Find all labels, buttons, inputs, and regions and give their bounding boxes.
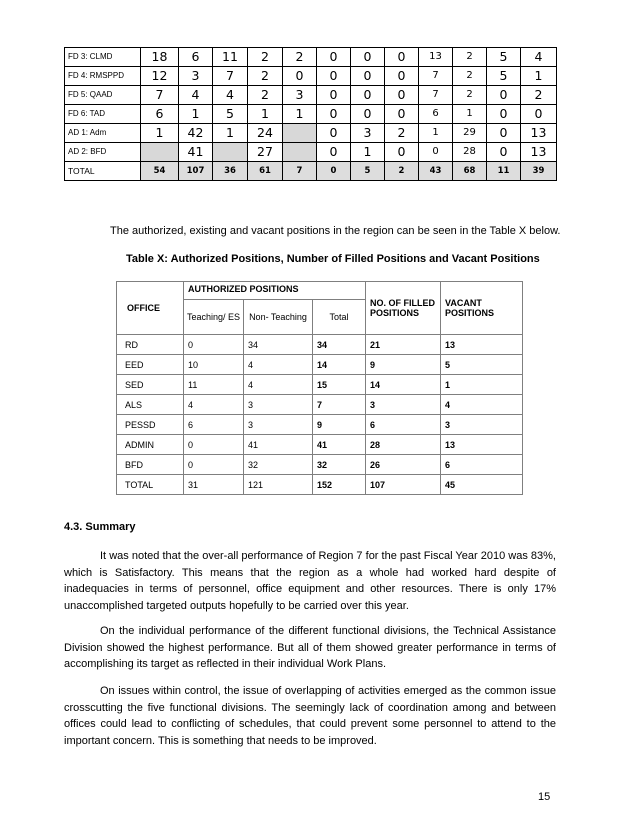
table-cell: 27: [248, 143, 283, 162]
cell-teaching: 6: [184, 415, 244, 435]
cell-nonteaching: 34: [244, 335, 313, 355]
table-cell: 2: [248, 86, 283, 105]
table-cell: 2: [453, 67, 487, 86]
table-cell: 0: [317, 124, 351, 143]
table-cell: 1: [179, 105, 213, 124]
cell-vacant: 13: [441, 335, 523, 355]
table-row: [65, 162, 557, 181]
cell-total: 152: [313, 475, 366, 495]
table-cell: 0: [351, 67, 385, 86]
table-row: [65, 48, 557, 67]
table-cell: 13: [521, 124, 557, 143]
table-row: [117, 395, 523, 415]
header-authorized: AUTHORIZED POSITIONS: [184, 282, 366, 300]
cell-teaching: 0: [184, 435, 244, 455]
table-cell: 0: [487, 124, 521, 143]
table-cell: 2: [521, 86, 557, 105]
table-cell: 11: [487, 162, 521, 181]
table-cell: 0: [385, 67, 419, 86]
table-cell: 1: [248, 105, 283, 124]
table-cell: 0: [385, 143, 419, 162]
cell-vacant: 5: [441, 355, 523, 375]
cell-total: 15: [313, 375, 366, 395]
table-cell: 1: [453, 105, 487, 124]
table-cell: 1: [283, 105, 317, 124]
table-cell: 5: [213, 105, 248, 124]
table-cell: 5: [487, 48, 521, 67]
table-cell: 6: [419, 105, 453, 124]
cell-teaching: 0: [184, 455, 244, 475]
positions-table: [116, 281, 523, 495]
cell-filled: 26: [366, 455, 441, 475]
cell-teaching: 11: [184, 375, 244, 395]
table-row: [65, 143, 557, 162]
cell-filled: 107: [366, 475, 441, 495]
table-cell: 36: [213, 162, 248, 181]
table-cell: 43: [419, 162, 453, 181]
table-row: [65, 67, 557, 86]
table-row: [65, 86, 557, 105]
cell-total: 14: [313, 355, 366, 375]
table-cell: 41: [179, 143, 213, 162]
table-cell: 2: [283, 48, 317, 67]
table-cell: [283, 143, 317, 162]
cell-teaching: 4: [184, 395, 244, 415]
table-cell: 6: [179, 48, 213, 67]
cell-office: ADMIN: [117, 435, 184, 455]
table-cell: 2: [453, 48, 487, 67]
cell-filled: 6: [366, 415, 441, 435]
cell-teaching: 0: [184, 335, 244, 355]
table-cell: 1: [419, 124, 453, 143]
cell-total: 7: [313, 395, 366, 415]
table-cell: 0: [351, 86, 385, 105]
cell-office: BFD: [117, 455, 184, 475]
section-heading: 4.3. Summary: [64, 521, 136, 533]
table-intro-text: The authorized, existing and vacant positions in the region can be seen in the Table X below.: [110, 225, 561, 237]
table-row: [117, 455, 523, 475]
table-cell: 0: [419, 143, 453, 162]
table-cell: 3: [283, 86, 317, 105]
table-cell: 7: [419, 67, 453, 86]
table-cell: 13: [419, 48, 453, 67]
cell-nonteaching: 121: [244, 475, 313, 495]
cell-total: 41: [313, 435, 366, 455]
table-cell: 61: [248, 162, 283, 181]
cell-nonteaching: 4: [244, 355, 313, 375]
table-row: [117, 375, 523, 395]
cell-nonteaching: 41: [244, 435, 313, 455]
cell-office: RD: [117, 335, 184, 355]
table-cell: 12: [141, 67, 179, 86]
table-cell: 1: [521, 67, 557, 86]
table-cell: [141, 143, 179, 162]
table-row: [65, 124, 557, 143]
row-label: FD 6: TAD: [65, 105, 141, 124]
table-cell: 2: [385, 124, 419, 143]
summary-paragraph-2: On the individual performance of the different functional divisions, the Technical Assistance Division showed the highest performance. But all of them showed greater performance in terms of accomplishing its target as reflected in their individual Work Plans.: [64, 625, 556, 670]
row-label: AD 1: Adm: [65, 124, 141, 143]
table-cell: 3: [179, 67, 213, 86]
table-cell: 107: [179, 162, 213, 181]
cell-office: EED: [117, 355, 184, 375]
cell-teaching: 10: [184, 355, 244, 375]
cell-vacant: 3: [441, 415, 523, 435]
cell-nonteaching: 32: [244, 455, 313, 475]
row-label: FD 3: CLMD: [65, 48, 141, 67]
table-cell: 4: [213, 86, 248, 105]
row-label: FD 5: QAAD: [65, 86, 141, 105]
table-cell: 4: [179, 86, 213, 105]
table-cell: 42: [179, 124, 213, 143]
header-filled: NO. OF FILLED POSITIONS: [366, 282, 441, 335]
table-cell: 68: [453, 162, 487, 181]
table-cell: [213, 143, 248, 162]
table-cell: 24: [248, 124, 283, 143]
header-nonteaching: Non- Teaching: [244, 300, 313, 335]
cell-office: ALS: [117, 395, 184, 415]
table-cell: 3: [351, 124, 385, 143]
table-cell: 0: [385, 86, 419, 105]
cell-filled: 9: [366, 355, 441, 375]
cell-vacant: 13: [441, 435, 523, 455]
table-cell: 0: [317, 143, 351, 162]
cell-vacant: 6: [441, 455, 523, 475]
header-teaching: Teaching/ ES: [184, 300, 244, 335]
table-cell: 18: [141, 48, 179, 67]
division-performance-table: [64, 47, 557, 181]
cell-filled: 21: [366, 335, 441, 355]
table-cell: 0: [351, 105, 385, 124]
table-cell: 7: [283, 162, 317, 181]
table-cell: 7: [141, 86, 179, 105]
cell-total: 34: [313, 335, 366, 355]
table-cell: 0: [351, 48, 385, 67]
summary-paragraph-1: It was noted that the over-all performance of Region 7 for the past Fiscal Year 2010 was 83%, which is Satisfactory. This means that the region as a whole had worked hard despite of inadequacies in terms of personnel, office equipment and other resources. There is only 17% unaccomplished targeted outputs hopefully to be carried over this year.: [64, 550, 556, 612]
table-cell: 13: [521, 143, 557, 162]
table-cell: 0: [487, 105, 521, 124]
table-cell: 2: [248, 67, 283, 86]
table-row: [65, 105, 557, 124]
row-label: AD 2: BFD: [65, 143, 141, 162]
table-row: [117, 475, 523, 495]
cell-nonteaching: 3: [244, 395, 313, 415]
table-cell: 0: [317, 86, 351, 105]
cell-vacant: 45: [441, 475, 523, 495]
header-office: OFFICE: [117, 282, 184, 335]
table-cell: 0: [385, 105, 419, 124]
table-cell: [283, 124, 317, 143]
header-total: Total: [313, 300, 366, 335]
cell-office: SED: [117, 375, 184, 395]
cell-office: PESSD: [117, 415, 184, 435]
cell-vacant: 4: [441, 395, 523, 415]
table-cell: 0: [317, 67, 351, 86]
page-number: 15: [538, 791, 551, 803]
table-cell: 1: [351, 143, 385, 162]
table-cell: 0: [317, 48, 351, 67]
row-label: FD 4: RMSPPD: [65, 67, 141, 86]
table-cell: 28: [453, 143, 487, 162]
table-cell: 0: [385, 48, 419, 67]
table-cell: 1: [213, 124, 248, 143]
table-row: [117, 435, 523, 455]
table-cell: 0: [521, 105, 557, 124]
table-cell: 7: [213, 67, 248, 86]
cell-filled: 28: [366, 435, 441, 455]
cell-filled: 3: [366, 395, 441, 415]
table-cell: 0: [317, 162, 351, 181]
cell-total: 32: [313, 455, 366, 475]
table-cell: 0: [487, 86, 521, 105]
cell-office: TOTAL: [117, 475, 184, 495]
table-caption: Table X: Authorized Positions, Number of Filled Positions and Vacant Positions: [126, 253, 540, 265]
table-cell: 54: [141, 162, 179, 181]
table-cell: 29: [453, 124, 487, 143]
row-label: TOTAL: [65, 162, 141, 181]
table-cell: 2: [248, 48, 283, 67]
table-cell: 4: [521, 48, 557, 67]
table-cell: 6: [141, 105, 179, 124]
table-cell: 39: [521, 162, 557, 181]
cell-nonteaching: 3: [244, 415, 313, 435]
cell-total: 9: [313, 415, 366, 435]
table-cell: 0: [317, 105, 351, 124]
cell-vacant: 1: [441, 375, 523, 395]
table-cell: 11: [213, 48, 248, 67]
cell-nonteaching: 4: [244, 375, 313, 395]
header-vacant: VACANT POSITIONS: [441, 282, 523, 335]
table-cell: 5: [487, 67, 521, 86]
table-cell: 0: [487, 143, 521, 162]
table-row: [117, 355, 523, 375]
cell-filled: 14: [366, 375, 441, 395]
cell-teaching: 31: [184, 475, 244, 495]
summary-paragraph-3: On issues within control, the issue of overlapping of activities emerged as the common issue crosscutting the five functional divisions. The seemingly lack of coordination among and between offices could lead to conflicting of schedules, that could prevent some personnel to attend to the important concern. This is something that needs to be improved.: [64, 685, 556, 747]
table-cell: 5: [351, 162, 385, 181]
table-cell: 1: [141, 124, 179, 143]
table-cell: 7: [419, 86, 453, 105]
table-cell: 0: [283, 67, 317, 86]
table-row: [117, 335, 523, 355]
table-cell: 2: [453, 86, 487, 105]
table-cell: 2: [385, 162, 419, 181]
table-row: [117, 415, 523, 435]
